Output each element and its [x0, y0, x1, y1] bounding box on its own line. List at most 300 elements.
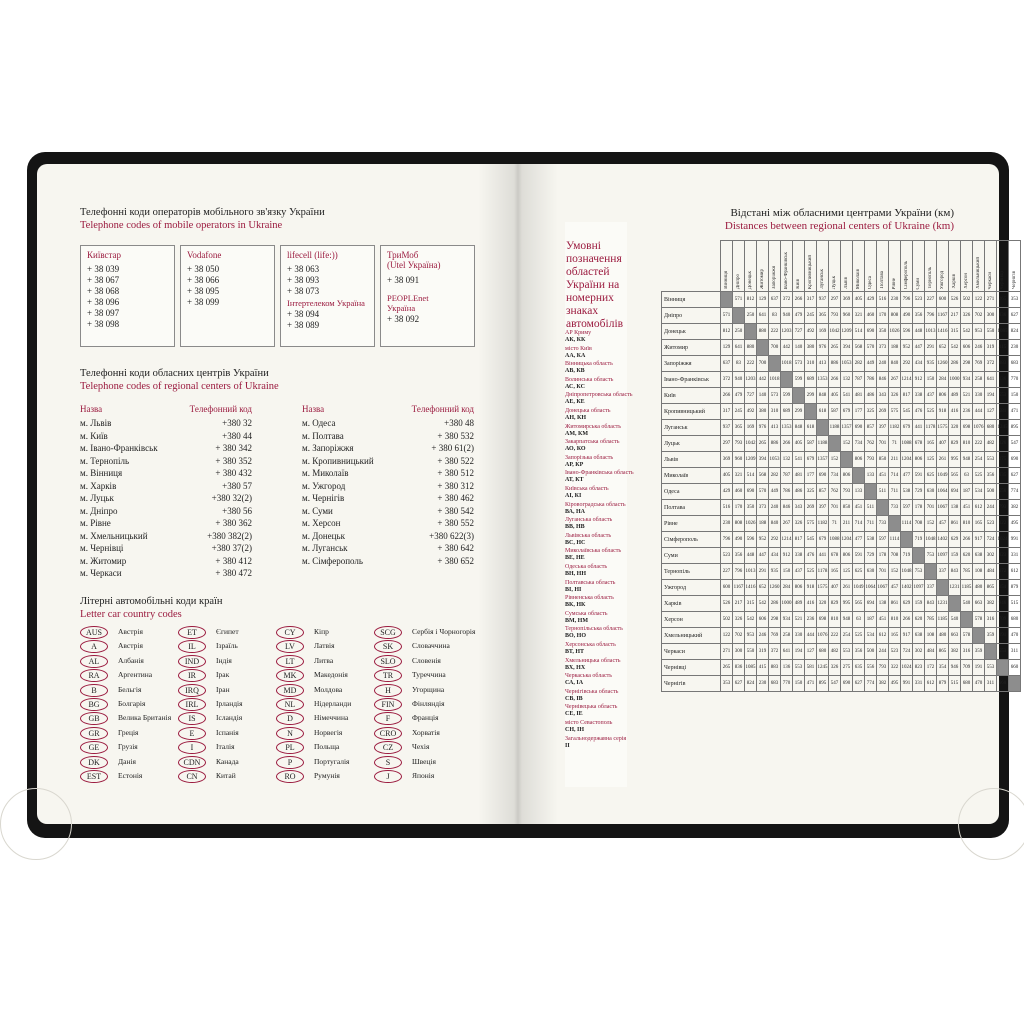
- city-name: м. Тернопіль: [80, 455, 130, 466]
- distance-cell: 806: [913, 452, 925, 468]
- distance-cell: 630: [865, 564, 877, 580]
- operator-code: + 38 039: [87, 264, 120, 274]
- distance-cell: 284: [781, 580, 793, 596]
- distance-cell: 940: [781, 308, 793, 324]
- country-name: Португалія: [314, 756, 350, 766]
- operator-name: lifecell (life:)): [287, 250, 338, 260]
- distance-cell: 394: [757, 452, 769, 468]
- phone-code: +380 57: [222, 480, 252, 491]
- page-corner-decoration: [0, 788, 72, 860]
- distance-cell: 492: [805, 324, 817, 340]
- distance-cell: 319: [757, 644, 769, 660]
- distance-cell: 265: [757, 436, 769, 452]
- distance-cell: 71: [889, 436, 901, 452]
- country-name: Іспанія: [216, 727, 239, 737]
- distance-cell: 953: [745, 628, 757, 644]
- distance-cell: 514: [853, 324, 865, 340]
- distance-cell: 753: [925, 548, 937, 564]
- country-name: Франція: [412, 713, 439, 723]
- distance-cell: 244: [985, 500, 997, 516]
- distance-cell: 846: [877, 372, 889, 388]
- distance-cell: 948: [961, 452, 973, 468]
- region-codes-title: Умовні позначення областей України на номерних знаках автомобілів: [566, 240, 624, 330]
- region-entry: [565, 502, 626, 516]
- distance-cell: 708: [889, 548, 901, 564]
- distance-cell: 140: [793, 340, 805, 356]
- distance-cell: 326: [793, 516, 805, 532]
- distance-row: [662, 628, 1021, 644]
- country-code-oval: J: [374, 770, 402, 783]
- operator-code: + 38 066: [187, 275, 220, 285]
- distance-column-head: [805, 241, 817, 292]
- distance-cell: 817: [793, 532, 805, 548]
- country-code-oval: SK: [374, 640, 402, 653]
- distance-cell: 541: [841, 388, 853, 404]
- country-name: Словаччина: [412, 641, 450, 651]
- distance-cell: 236: [805, 612, 817, 628]
- distance-cell: 172: [997, 564, 1009, 580]
- operator-code: + 38 089: [287, 320, 320, 330]
- distance-cell: [901, 532, 913, 548]
- distance-cell: 302: [913, 644, 925, 660]
- city-name: м. Запоріжжя: [302, 443, 354, 453]
- operator-name: [387, 250, 468, 270]
- distance-cell: 545: [901, 404, 913, 420]
- city-name: м. Рівне: [80, 518, 111, 528]
- distance-cell: 556: [997, 484, 1009, 500]
- distance-cell: 918: [937, 404, 949, 420]
- phone-code: + 380 652: [437, 555, 474, 566]
- distance-cell: 337: [937, 564, 949, 580]
- regional-row: [302, 418, 474, 430]
- distance-cell: 1097: [937, 548, 949, 564]
- country-name: Фінляндія: [412, 699, 445, 708]
- distance-cell: 1049: [937, 468, 949, 484]
- distance-cell: 451: [853, 500, 865, 516]
- distance-cell: 83: [733, 356, 745, 372]
- distance-cell: 254: [973, 452, 985, 468]
- country-code-oval: RO: [276, 770, 304, 783]
- region-entry: [565, 626, 623, 640]
- distance-cell: 1018: [769, 372, 781, 388]
- distance-cell: 407: [829, 580, 841, 596]
- distance-cell: 960: [841, 308, 853, 324]
- region-entry: [565, 595, 614, 609]
- regional-row: [80, 543, 252, 555]
- regional-header-code: Телефонний код: [411, 404, 474, 414]
- distance-cell: 701: [877, 436, 889, 452]
- city-name: м. Вінниця: [80, 468, 123, 478]
- distance-cell: 437: [925, 388, 937, 404]
- distance-cell: 266: [829, 372, 841, 388]
- region-plate-code: ВІ, НІ: [565, 586, 582, 593]
- distance-cell: 786: [865, 372, 877, 388]
- regional-row: [80, 456, 252, 468]
- phone-code: + 380 472: [215, 568, 252, 578]
- distance-row: [662, 324, 1021, 340]
- region-name: Вінницька область: [565, 361, 613, 368]
- distance-cell: 526: [721, 596, 733, 612]
- distance-cell: 568: [853, 340, 865, 356]
- distance-cell: 429: [721, 484, 733, 500]
- distance-cell: 762: [865, 436, 877, 452]
- distance-cell: 350: [745, 500, 757, 516]
- city-name: м. Кропивницький: [302, 455, 374, 466]
- distance-cell: 719: [901, 548, 913, 564]
- phone-code: + 380 642: [437, 543, 474, 553]
- distance-cell: [985, 644, 997, 660]
- distance-cell: 600: [937, 292, 949, 308]
- region-plate-code: АЕ, КЕ: [565, 399, 585, 406]
- distance-cell: 298: [769, 612, 781, 628]
- distance-cell: 330: [793, 628, 805, 644]
- distance-cell: [1009, 676, 1021, 692]
- distance-cell: 1053: [769, 452, 781, 468]
- city-name: м. Львів: [80, 418, 112, 428]
- distance-cell: 448: [913, 324, 925, 340]
- phone-code: + 380 412: [215, 555, 252, 566]
- distance-cell: 823: [913, 660, 925, 676]
- distance-cell: 587: [805, 436, 817, 452]
- distance-cell: [745, 324, 757, 340]
- country-name: Велика Британія: [118, 713, 172, 723]
- operator-sub-line: Україна: [387, 303, 416, 313]
- distance-cell: 727: [793, 324, 805, 340]
- operator-code: + 38 092: [387, 314, 420, 324]
- country-name: Швеція: [412, 756, 436, 766]
- distance-cell: 1214: [901, 372, 913, 388]
- distance-row: [662, 436, 1021, 452]
- regional-row: [80, 506, 252, 518]
- country-name: Австрія: [118, 627, 143, 636]
- distance-cell: 514: [745, 468, 757, 484]
- country-code-oval: PL: [276, 741, 304, 754]
- distance-cell: 547: [1009, 436, 1021, 452]
- country-name: Польща: [314, 742, 340, 752]
- distance-cell: 683: [769, 676, 781, 692]
- region-plate-code: АК, КК: [565, 337, 586, 343]
- country-name: Румунія: [314, 771, 340, 780]
- regional-row: [80, 556, 252, 568]
- city-name: м. Чернігів: [302, 493, 345, 503]
- distance-cell: 541: [793, 452, 805, 468]
- distance-cell: 570: [757, 484, 769, 500]
- regional-row: [302, 531, 474, 543]
- distance-cell: 434: [913, 356, 925, 372]
- distance-column-head: [961, 241, 973, 292]
- distance-cell: 451: [877, 468, 889, 484]
- city-name: м. Сімферополь: [302, 555, 364, 566]
- distance-column-head: [997, 241, 1009, 292]
- distance-cell: 187: [961, 484, 973, 500]
- regional-header-code: Телефонний код: [189, 404, 252, 414]
- distance-cell: 83: [769, 308, 781, 324]
- distance-cell: 553: [793, 660, 805, 676]
- distance-cell: 796: [721, 532, 733, 548]
- operator-code: + 38 067: [87, 275, 120, 285]
- distance-cell: 542: [745, 612, 757, 628]
- country-code-oval: DK: [80, 756, 108, 769]
- distance-row-head: Чернігів: [662, 676, 721, 692]
- distance-cell: 808: [733, 516, 745, 532]
- distance-cell: 413: [817, 356, 829, 372]
- distance-row-head: Черкаси: [662, 644, 721, 660]
- distance-cell: 597: [901, 500, 913, 516]
- distance-cell: 442: [781, 340, 793, 356]
- distance-cell: 1042: [745, 436, 757, 452]
- distance-cell: 353: [1009, 292, 1021, 308]
- country-name: Литва: [314, 655, 334, 665]
- distance-cell: 261: [841, 580, 853, 596]
- city-name: м. Луганськ: [302, 543, 348, 553]
- distance-cell: 680: [817, 644, 829, 660]
- country-code-oval: A: [80, 640, 108, 653]
- distance-cell: 152: [829, 452, 841, 468]
- distance-cell: 1231: [949, 580, 961, 596]
- distance-column-head: [757, 241, 769, 292]
- distance-cell: 1064: [865, 580, 877, 596]
- distance-cell: 638: [973, 548, 985, 564]
- distance-cell: 578: [973, 612, 985, 628]
- distance-cell: 568: [757, 468, 769, 484]
- distance-cell: 338: [913, 388, 925, 404]
- region-entry: [565, 486, 609, 500]
- regional-row: [302, 443, 474, 455]
- distance-cell: 1000: [949, 372, 961, 388]
- distance-cell: 326: [889, 388, 901, 404]
- distance-column-head: [925, 241, 937, 292]
- distance-cell: 477: [901, 468, 913, 484]
- distance-cell: 690: [817, 468, 829, 484]
- page-spine: [478, 164, 558, 824]
- distance-cell: 690: [1009, 452, 1021, 468]
- distance-cell: 325: [805, 484, 817, 500]
- country-code-oval: N: [276, 727, 304, 740]
- distance-cell: 625: [925, 468, 937, 484]
- distance-cell: 125: [925, 452, 937, 468]
- distance-cell: 724: [901, 644, 913, 660]
- distance-cell: 796: [733, 564, 745, 580]
- distance-cell: 211: [889, 452, 901, 468]
- distance-cell: 1024: [997, 532, 1009, 548]
- distance-column-head: [721, 241, 733, 292]
- distance-cell: 1209: [745, 452, 757, 468]
- distance-row: [662, 612, 1021, 628]
- region-plate-code: СВ, ІВ: [565, 695, 583, 702]
- region-plate-code: АО, КО: [565, 446, 586, 453]
- distance-cell: 322: [889, 660, 901, 676]
- distance-cell: 222: [829, 628, 841, 644]
- distance-cell: 150: [1009, 388, 1021, 404]
- country-name: Ізраїль: [216, 641, 238, 651]
- regional-row: [80, 518, 252, 530]
- distance-cell: 787: [853, 372, 865, 388]
- distance-corner-cell: [662, 241, 721, 292]
- distance-cell: 479: [733, 388, 745, 404]
- distance-cell: 405: [793, 436, 805, 452]
- distance-cell: 571: [721, 308, 733, 324]
- operator-code: + 38 063: [287, 264, 320, 274]
- distance-cell: 245: [733, 404, 745, 420]
- distance-cell: 169: [745, 420, 757, 436]
- distance-cell: 700: [769, 340, 781, 356]
- city-name: м. Івано-Франківськ: [80, 443, 158, 453]
- distance-cell: 129: [757, 292, 769, 308]
- distance-cell: 71: [829, 516, 841, 532]
- distance-cell: [913, 548, 925, 564]
- distance-cell: 786: [781, 484, 793, 500]
- phone-code: + 380 362: [215, 518, 252, 528]
- distance-cell: [997, 660, 1009, 676]
- distance-column-head: [913, 241, 925, 292]
- distance-cell: 946: [997, 596, 1009, 612]
- distance-cell: 1209: [841, 324, 853, 340]
- distance-cell: 369: [841, 292, 853, 308]
- distance-table: [661, 240, 1021, 692]
- distance-cell: 641: [781, 644, 793, 660]
- distance-cell: 1067: [877, 580, 889, 596]
- distance-cell: 689: [781, 404, 793, 420]
- distance-cell: 812: [721, 324, 733, 340]
- distance-cell: 1048: [925, 532, 937, 548]
- distance-cell: 976: [817, 340, 829, 356]
- distance-cell: 857: [817, 484, 829, 500]
- region-plate-code: АС, КС: [565, 383, 585, 390]
- distance-cell: 152: [889, 564, 901, 580]
- region-entry: [565, 564, 607, 578]
- distance-cell: 320: [949, 420, 961, 436]
- distance-cell: 470: [973, 676, 985, 692]
- phone-code: + 380 61(2): [431, 443, 474, 453]
- country-name: Кіпр: [314, 627, 329, 636]
- distance-cell: 734: [829, 468, 841, 484]
- distance-cell: 1402: [937, 532, 949, 548]
- distance-cell: 502: [721, 612, 733, 628]
- distance-cell: 326: [961, 308, 973, 324]
- distance-cell: 515: [1009, 596, 1021, 612]
- distance-cell: 1575: [817, 580, 829, 596]
- region-name: Київська область: [565, 486, 609, 492]
- distance-cell: 698: [817, 612, 829, 628]
- distance-cell: 178: [877, 548, 889, 564]
- region-name: Полтавська область: [565, 579, 616, 586]
- distance-cell: 150: [793, 676, 805, 692]
- country-code-oval: CDN: [178, 756, 206, 769]
- distance-cell: 298: [961, 356, 973, 372]
- distance-cell: 714: [853, 516, 865, 532]
- distance-cell: [841, 452, 853, 468]
- distance-cell: 269: [877, 404, 889, 420]
- distance-cell: 542: [961, 324, 973, 340]
- distance-cell: 570: [865, 340, 877, 356]
- distance-cell: 702: [973, 308, 985, 324]
- distance-cell: 523: [889, 644, 901, 660]
- distance-cell: 683: [1009, 356, 1021, 372]
- distance-cell: 405: [721, 468, 733, 484]
- distance-cell: 194: [985, 388, 997, 404]
- city-name: м. Хмельницький: [80, 530, 148, 541]
- distance-row: [662, 516, 1021, 532]
- distance-cell: 542: [757, 596, 769, 612]
- operator-box: [280, 245, 375, 347]
- distance-cell: 165: [973, 516, 985, 532]
- distance-cell: 523: [985, 516, 997, 532]
- distance-cell: 785: [961, 564, 973, 580]
- distance-cell: 1026: [889, 324, 901, 340]
- operator-code: + 38 093: [287, 275, 320, 285]
- operator-code: + 38 097: [87, 308, 120, 318]
- distance-cell: 917: [973, 532, 985, 548]
- region-plate-code: СН, ІН: [565, 727, 585, 733]
- distance-cell: 441: [913, 420, 925, 436]
- distance-cell: 895: [817, 676, 829, 692]
- column-head-label: Івано-Франківськ: [784, 251, 789, 289]
- distance-cell: 267: [781, 516, 793, 532]
- distance-cell: 476: [805, 548, 817, 564]
- distance-row: [662, 644, 1021, 660]
- distance-cell: 372: [985, 356, 997, 372]
- region-entry: [565, 408, 610, 422]
- column-head-label: Львів: [844, 277, 849, 289]
- distance-cell: [733, 308, 745, 324]
- regional-row: [80, 418, 252, 430]
- distance-cell: 338: [793, 548, 805, 564]
- distance-cell: 701: [829, 500, 841, 516]
- distance-cell: 1245: [997, 420, 1009, 436]
- distance-cell: 1088: [829, 532, 841, 548]
- distance-cell: 394: [841, 340, 853, 356]
- distance-cell: 319: [985, 340, 997, 356]
- phone-code: +380 56: [222, 505, 252, 516]
- distance-row: [662, 452, 1021, 468]
- country-name: Греція: [118, 727, 139, 737]
- distance-cell: 599: [793, 372, 805, 388]
- distance-cell: 291: [925, 340, 937, 356]
- distance-cell: 515: [949, 676, 961, 692]
- distance-cell: 246: [757, 628, 769, 644]
- distance-cell: 1231: [937, 596, 949, 612]
- region-entry: [565, 377, 613, 391]
- country-name: Сербія і Чорногорія: [412, 627, 476, 636]
- distance-cell: 663: [949, 628, 961, 644]
- distance-cell: 824: [745, 676, 757, 692]
- distance-cell: 680: [1009, 612, 1021, 628]
- distance-cell: 1088: [901, 436, 913, 452]
- distance-cell: 372: [721, 372, 733, 388]
- distance-cell: 556: [865, 660, 877, 676]
- distance-column-head: [1009, 241, 1021, 292]
- distance-cell: [949, 596, 961, 612]
- distance-cell: 1188: [817, 436, 829, 452]
- distance-cell: 451: [877, 612, 889, 628]
- distance-cell: 373: [757, 500, 769, 516]
- distance-cell: 934: [781, 612, 793, 628]
- distance-row-head: Тернопіль: [662, 564, 721, 580]
- region-name: Закарпатська область: [565, 439, 620, 446]
- distance-cell: 133: [865, 468, 877, 484]
- regional-header-name: Назва: [80, 404, 103, 414]
- distance-cell: [829, 436, 841, 452]
- distance-cell: 1245: [817, 660, 829, 676]
- country-name: Індія: [216, 655, 232, 665]
- distance-row-head: Чернівці: [662, 660, 721, 676]
- city-name: м. Суми: [302, 505, 333, 516]
- distance-cell: 976: [757, 420, 769, 436]
- distance-cell: 302: [985, 548, 997, 564]
- operator-sub-line: PEOPLEnet: [387, 293, 429, 303]
- distance-row-head: Донецьк: [662, 324, 721, 340]
- distance-cell: 356: [733, 548, 745, 564]
